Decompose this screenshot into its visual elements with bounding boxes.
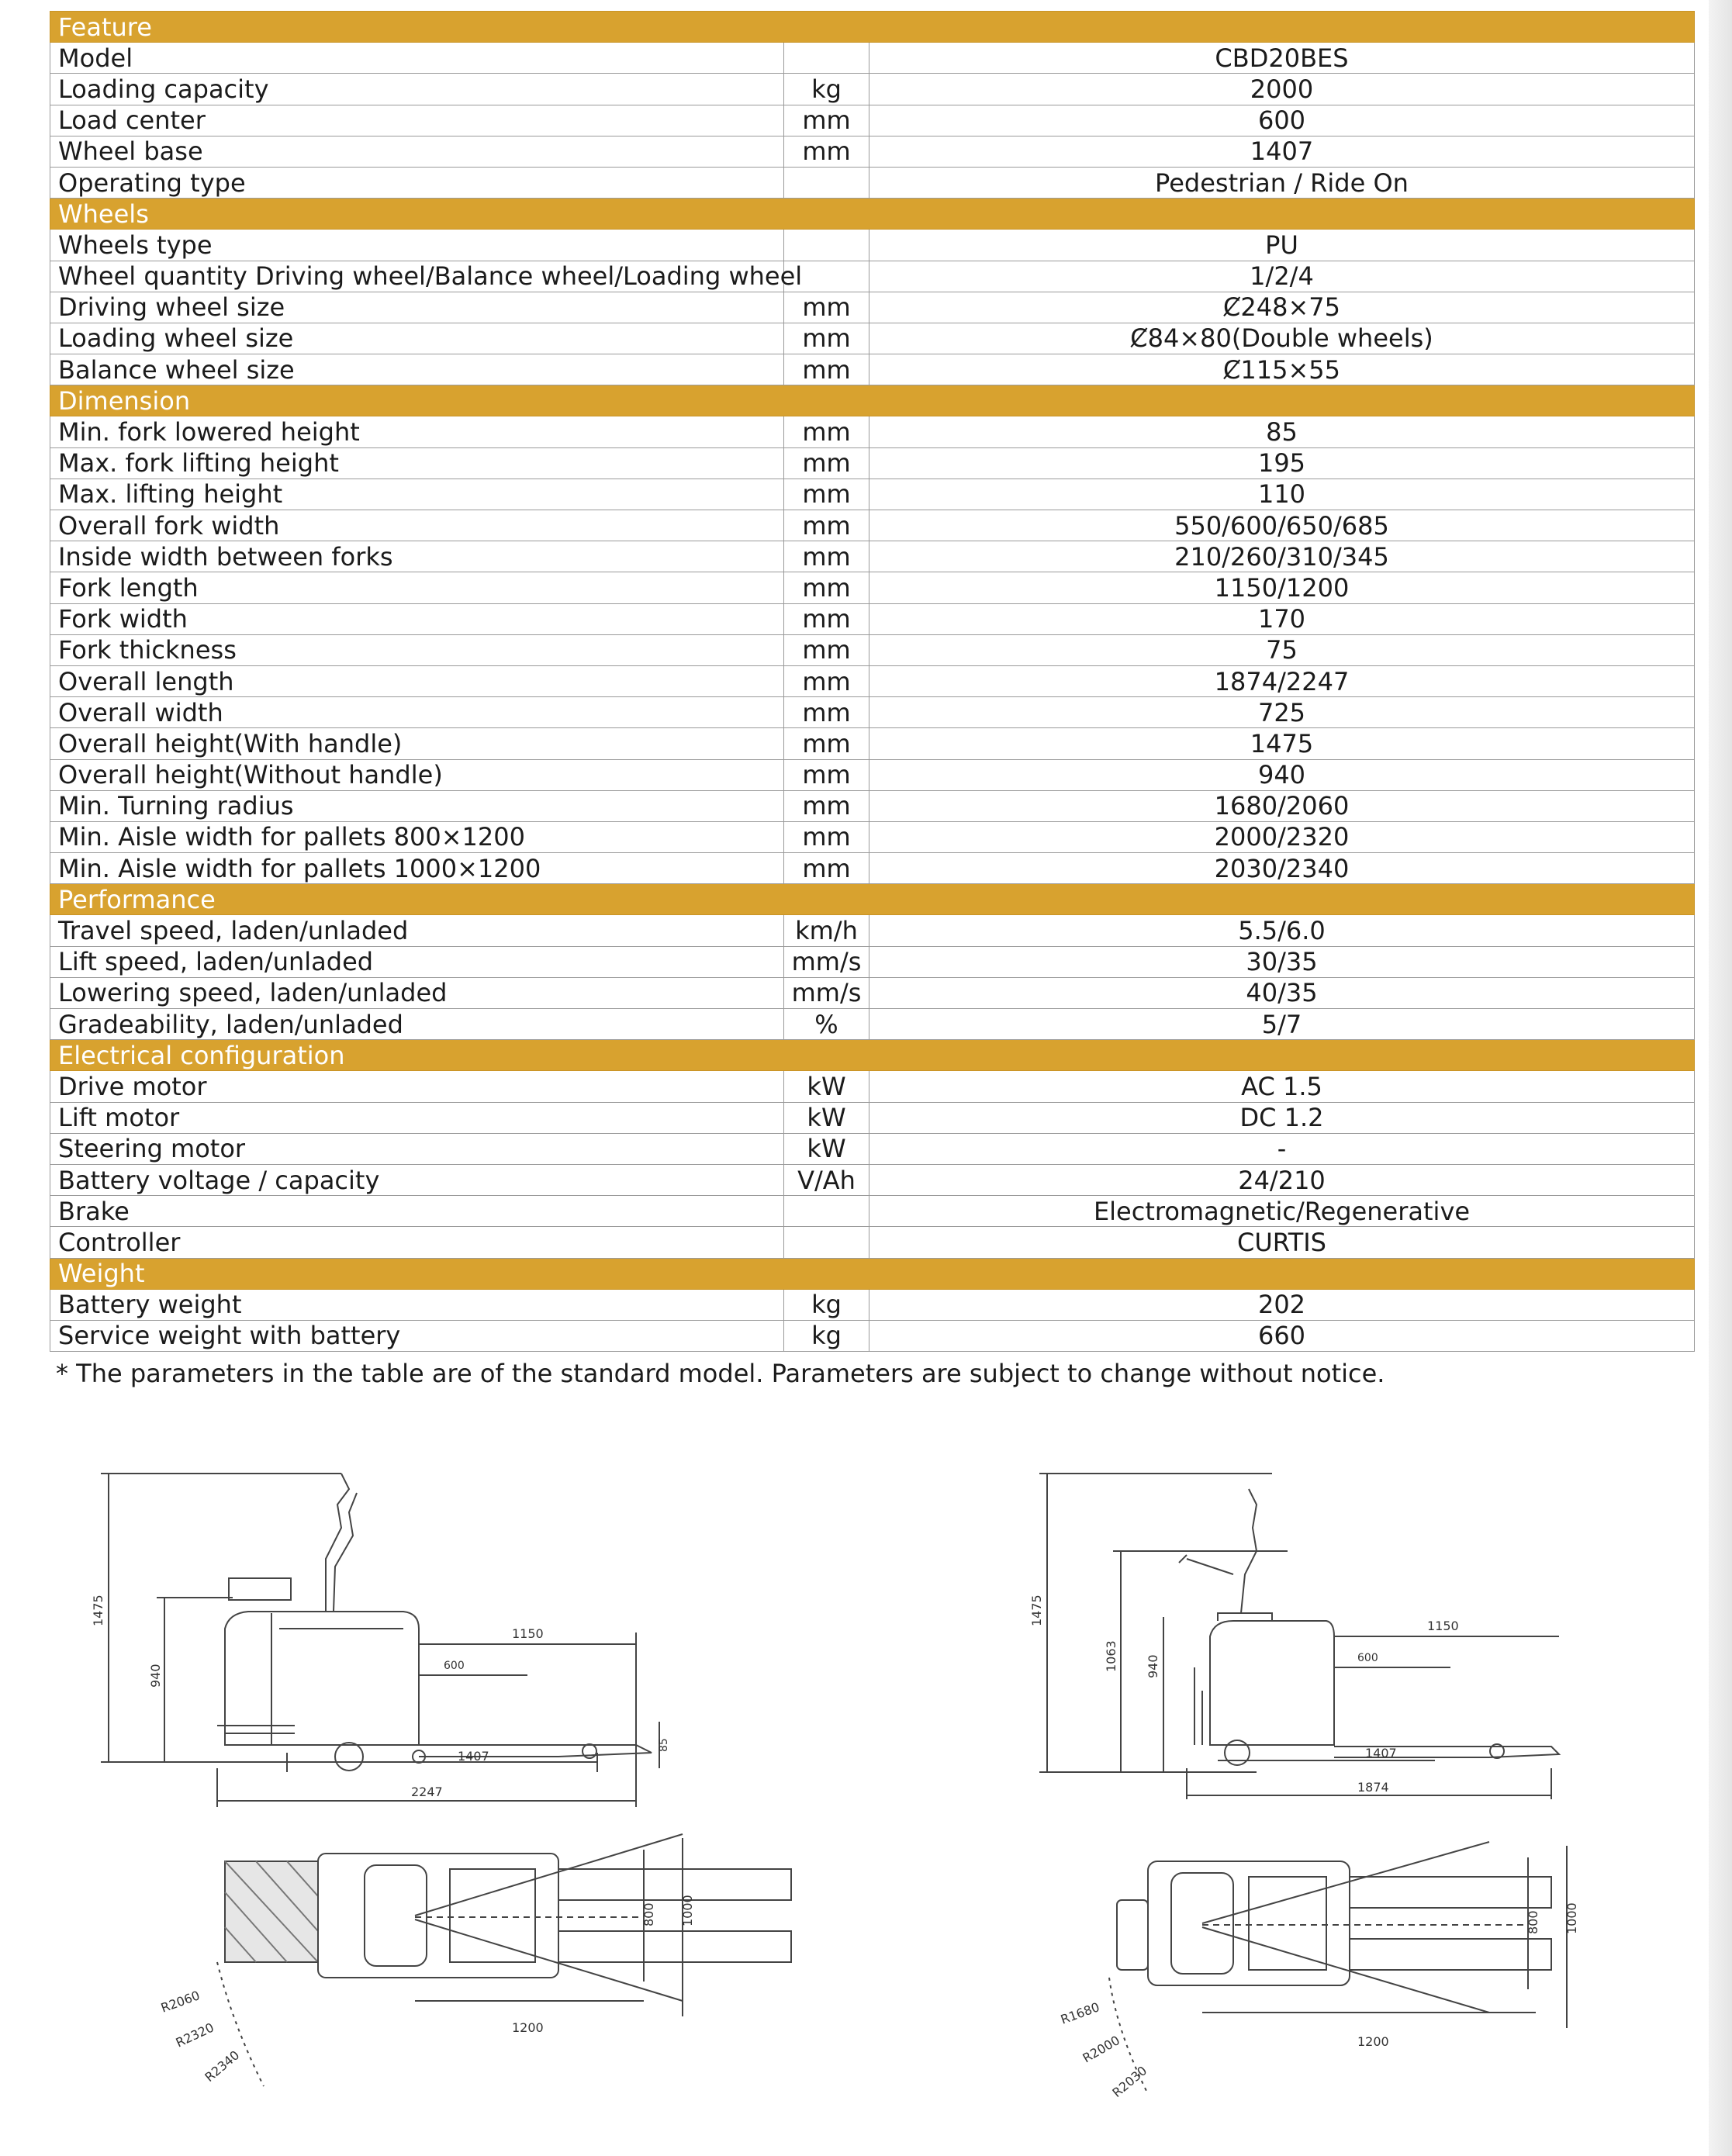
row-unit: mm — [784, 541, 869, 572]
dim-85: 85 — [658, 1738, 670, 1752]
section-header — [50, 1040, 1695, 1071]
dim-1200-right: 1200 — [1357, 2034, 1389, 2049]
spec-table — [50, 11, 1695, 1352]
row-label: Service weight with battery — [50, 1320, 784, 1351]
row-unit: mm — [784, 821, 869, 852]
row-unit: kg — [784, 1320, 869, 1351]
row-unit: V/Ah — [784, 1164, 869, 1195]
row-label: Wheel quantity Driving wheel/Balance wheel/Loading wheel — [50, 261, 784, 292]
row-unit: mm — [784, 572, 869, 603]
dim-800-right: 800 — [1526, 1910, 1540, 1934]
row-label: Overall width — [50, 697, 784, 728]
row-unit: mm — [784, 447, 869, 479]
table-row — [50, 1102, 1695, 1133]
table-row — [50, 261, 1695, 292]
row-label: Battery voltage / capacity — [50, 1164, 784, 1195]
table-row — [50, 1009, 1695, 1040]
row-label: Inside width between forks — [50, 541, 784, 572]
dim-1407: 1407 — [458, 1749, 489, 1764]
section-header — [50, 385, 1695, 416]
row-unit: mm — [784, 603, 869, 634]
table-row — [50, 697, 1695, 728]
dim-940: 940 — [148, 1664, 163, 1688]
row-label: Fork length — [50, 572, 784, 603]
row-value: 30/35 — [869, 946, 1695, 977]
left-side-view-drawing — [93, 1458, 698, 1823]
row-value: 940 — [869, 759, 1695, 790]
row-value: DC 1.2 — [869, 1102, 1695, 1133]
dim-1150: 1150 — [512, 1626, 544, 1641]
row-label: Min. Turning radius — [50, 790, 784, 821]
row-label: Loading wheel size — [50, 323, 784, 354]
table-row — [50, 634, 1695, 665]
row-unit — [784, 1196, 869, 1227]
row-value: Ȼ248×75 — [869, 292, 1695, 323]
row-unit: mm — [784, 105, 869, 136]
row-value: CURTIS — [869, 1227, 1695, 1258]
page-edge-strip — [1709, 0, 1732, 2156]
row-value: 210/260/310/345 — [869, 541, 1695, 572]
table-row — [50, 105, 1695, 136]
dim-r2060: R2060 — [158, 1988, 202, 2016]
table-row — [50, 292, 1695, 323]
dim-600-right: 600 — [1357, 1652, 1378, 1664]
row-value: 195 — [869, 447, 1695, 479]
dim-1000: 1000 — [680, 1895, 695, 1926]
dim-1200: 1200 — [512, 2020, 544, 2035]
row-value: 2000/2320 — [869, 821, 1695, 852]
row-label: Gradeability, laden/unladed — [50, 1009, 784, 1040]
row-value: 550/600/650/685 — [869, 510, 1695, 541]
section-header — [50, 12, 1695, 43]
row-label: Loading capacity — [50, 74, 784, 105]
section-title: Performance — [50, 884, 1695, 915]
row-label: Overall fork width — [50, 510, 784, 541]
row-unit: mm — [784, 323, 869, 354]
row-value: 24/210 — [869, 1164, 1695, 1195]
row-label: Overall height(Without handle) — [50, 759, 784, 790]
table-row — [50, 74, 1695, 105]
section-title: Dimension — [50, 385, 1695, 416]
section-title: Weight — [50, 1258, 1695, 1289]
row-unit: kW — [784, 1133, 869, 1164]
table-row — [50, 167, 1695, 198]
section-title: Electrical configuration — [50, 1040, 1695, 1071]
row-value: 85 — [869, 416, 1695, 447]
footnote: * The parameters in the table are of the standard model. Parameters are subject to change without notice. — [56, 1359, 1385, 1388]
dim-940-right: 940 — [1146, 1654, 1160, 1678]
table-row — [50, 977, 1695, 1008]
dim-1063: 1063 — [1104, 1640, 1118, 1672]
table-row — [50, 821, 1695, 852]
dim-1475: 1475 — [91, 1595, 105, 1626]
section-header — [50, 884, 1695, 915]
row-unit: mm — [784, 728, 869, 759]
dim-r2000: R2000 — [1080, 2033, 1122, 2066]
table-row — [50, 136, 1695, 167]
table-row — [50, 447, 1695, 479]
table-row — [50, 230, 1695, 261]
table-row — [50, 479, 1695, 510]
table-row — [50, 1196, 1695, 1227]
row-label: Controller — [50, 1227, 784, 1258]
table-row — [50, 1289, 1695, 1320]
row-unit: mm — [784, 479, 869, 510]
table-row — [50, 728, 1695, 759]
left-top-view-drawing — [147, 1823, 737, 2117]
row-value: 110 — [869, 479, 1695, 510]
table-row — [50, 541, 1695, 572]
dim-600: 600 — [444, 1660, 465, 1672]
row-label: Steering motor — [50, 1133, 784, 1164]
row-value: 2030/2340 — [869, 853, 1695, 884]
table-row — [50, 790, 1695, 821]
table-row — [50, 572, 1695, 603]
row-label: Wheel base — [50, 136, 784, 167]
table-row — [50, 915, 1695, 946]
right-side-view-drawing — [1024, 1458, 1582, 1799]
row-label: Load center — [50, 105, 784, 136]
row-unit: mm — [784, 665, 869, 696]
row-value: 170 — [869, 603, 1695, 634]
row-unit — [784, 43, 869, 74]
table-row — [50, 323, 1695, 354]
row-value: 5/7 — [869, 1009, 1695, 1040]
row-label: Balance wheel size — [50, 354, 784, 385]
row-value: 202 — [869, 1289, 1695, 1320]
row-label: Drive motor — [50, 1071, 784, 1102]
row-label: Driving wheel size — [50, 292, 784, 323]
row-value: Ȼ84×80(Double wheels) — [869, 323, 1695, 354]
row-unit: mm/s — [784, 946, 869, 977]
dim-1475-right: 1475 — [1029, 1595, 1044, 1626]
table-row — [50, 510, 1695, 541]
row-label: Wheels type — [50, 230, 784, 261]
row-label: Max. fork lifting height — [50, 447, 784, 479]
table-row — [50, 1133, 1695, 1164]
dim-800: 800 — [641, 1902, 656, 1926]
row-unit: mm — [784, 759, 869, 790]
row-unit: kW — [784, 1071, 869, 1102]
row-label: Min. Aisle width for pallets 1000×1200 — [50, 853, 784, 884]
row-value: AC 1.5 — [869, 1071, 1695, 1102]
table-row — [50, 416, 1695, 447]
row-value: 5.5/6.0 — [869, 915, 1695, 946]
row-value: 1150/1200 — [869, 572, 1695, 603]
row-value: 1475 — [869, 728, 1695, 759]
row-value: 1407 — [869, 136, 1695, 167]
dim-1000-right: 1000 — [1564, 1902, 1579, 1934]
table-row — [50, 853, 1695, 884]
dim-r2340: R2340 — [202, 2047, 243, 2085]
row-label: Brake — [50, 1196, 784, 1227]
row-unit — [784, 167, 869, 198]
row-unit: mm — [784, 354, 869, 385]
row-value: Electromagnetic/Regenerative — [869, 1196, 1695, 1227]
section-title: Wheels — [50, 199, 1695, 230]
row-value: 40/35 — [869, 977, 1695, 1008]
row-unit: mm — [784, 697, 869, 728]
dim-2247: 2247 — [411, 1785, 443, 1799]
row-unit: mm — [784, 292, 869, 323]
table-row — [50, 946, 1695, 977]
row-unit: mm/s — [784, 977, 869, 1008]
row-label: Max. lifting height — [50, 479, 784, 510]
section-header — [50, 199, 1695, 230]
row-unit: % — [784, 1009, 869, 1040]
dim-r2320: R2320 — [173, 2020, 216, 2051]
row-unit: mm — [784, 416, 869, 447]
table-row — [50, 603, 1695, 634]
row-label: Lift motor — [50, 1102, 784, 1133]
row-label: Fork width — [50, 603, 784, 634]
table-row — [50, 1227, 1695, 1258]
row-value: 1680/2060 — [869, 790, 1695, 821]
row-value: 600 — [869, 105, 1695, 136]
row-label: Model — [50, 43, 784, 74]
row-unit: mm — [784, 634, 869, 665]
row-unit: kg — [784, 1289, 869, 1320]
row-value: CBD20BES — [869, 43, 1695, 74]
row-unit: mm — [784, 853, 869, 884]
row-value: 1/2/4 — [869, 261, 1695, 292]
row-label: Overall height(With handle) — [50, 728, 784, 759]
table-row — [50, 1164, 1695, 1195]
row-value: 660 — [869, 1320, 1695, 1351]
row-unit: km/h — [784, 915, 869, 946]
row-value: 75 — [869, 634, 1695, 665]
section-header — [50, 1258, 1695, 1289]
row-label: Travel speed, laden/unladed — [50, 915, 784, 946]
table-row — [50, 43, 1695, 74]
row-label: Operating type — [50, 167, 784, 198]
right-top-view-drawing — [1055, 1830, 1582, 2125]
row-unit — [784, 1227, 869, 1258]
row-label: Battery weight — [50, 1289, 784, 1320]
row-label: Lowering speed, laden/unladed — [50, 977, 784, 1008]
row-unit: mm — [784, 790, 869, 821]
row-label: Fork thickness — [50, 634, 784, 665]
row-value: 725 — [869, 697, 1695, 728]
dim-r1680: R1680 — [1058, 1999, 1102, 2027]
dim-1874: 1874 — [1357, 1780, 1389, 1795]
row-value: Pedestrian / Ride On — [869, 167, 1695, 198]
table-row — [50, 759, 1695, 790]
table-row — [50, 1320, 1695, 1351]
section-title: Feature — [50, 12, 1695, 43]
row-unit: mm — [784, 510, 869, 541]
dim-r2030: R2030 — [1109, 2063, 1150, 2101]
row-value: Ȼ115×55 — [869, 354, 1695, 385]
row-unit — [784, 230, 869, 261]
row-unit: mm — [784, 136, 869, 167]
row-value: 1874/2247 — [869, 665, 1695, 696]
dim-1150-right: 1150 — [1427, 1619, 1459, 1633]
row-value: - — [869, 1133, 1695, 1164]
table-row — [50, 1071, 1695, 1102]
row-label: Overall length — [50, 665, 784, 696]
dim-1407-right: 1407 — [1365, 1746, 1397, 1760]
table-row — [50, 354, 1695, 385]
row-value: PU — [869, 230, 1695, 261]
row-label: Min. Aisle width for pallets 800×1200 — [50, 821, 784, 852]
row-unit: kg — [784, 74, 869, 105]
row-label: Lift speed, laden/unladed — [50, 946, 784, 977]
table-row — [50, 665, 1695, 696]
row-unit: kW — [784, 1102, 869, 1133]
spec-table-body — [50, 12, 1695, 1352]
row-label: Min. fork lowered height — [50, 416, 784, 447]
row-value: 2000 — [869, 74, 1695, 105]
